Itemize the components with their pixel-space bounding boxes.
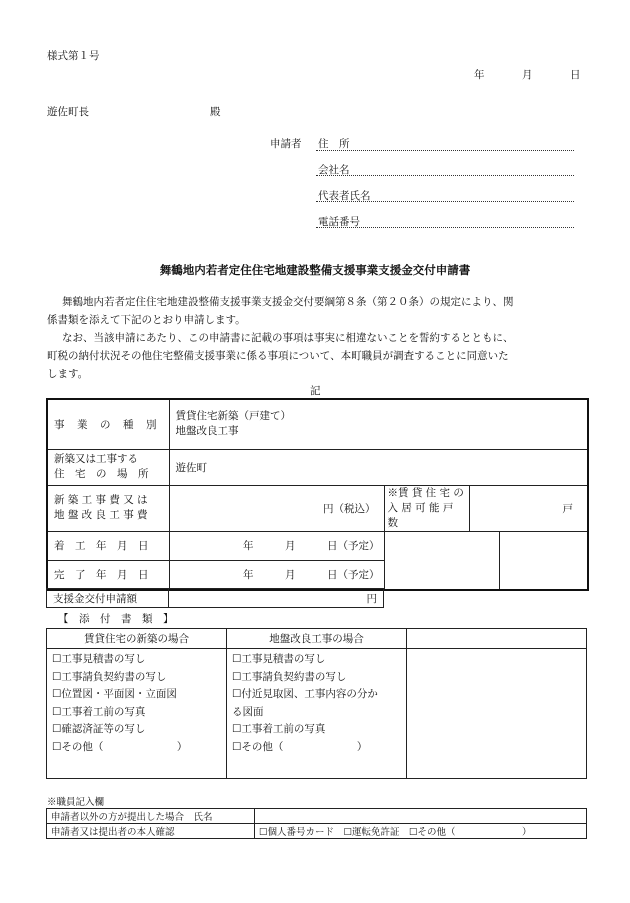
staff-table xyxy=(46,808,587,839)
form-number: 様式第１号 xyxy=(47,50,100,62)
attachments-table xyxy=(46,628,587,779)
attachments-heading: 【 添 付 書 類 】 xyxy=(58,613,174,625)
applicant-address-line[interactable] xyxy=(316,150,574,151)
end-date-label: 完 了 年 月 日 xyxy=(47,560,169,590)
attach-rental-certificate[interactable]: ☐確認済証等の写し xyxy=(52,723,146,735)
honorific: 殿 xyxy=(210,106,221,118)
staff-proxy-label: 申請者以外の方が提出した場合 氏名 xyxy=(47,809,255,824)
form-title: 舞鶴地内若者定住住宅地建設整備支援事業支援金交付申請書 xyxy=(159,263,471,277)
business-type-label: 事 業 の 種 別 xyxy=(47,399,169,449)
attach-rental-other[interactable]: ☐その他（ ） xyxy=(52,740,188,753)
body-p2-line3: します。 xyxy=(47,368,89,380)
units-label xyxy=(384,485,469,531)
applicant-address-label: 住 所 xyxy=(318,138,350,150)
attach-ground-map[interactable]: ☐付近見取図、工事内容の分か xyxy=(232,688,378,700)
units-value[interactable]: 戸 xyxy=(469,485,588,531)
body-p1-line2: 係書類を添えて下記のとおり申請します。 xyxy=(47,314,246,326)
staff-identity-options[interactable]: ☐個人番号カード ☐運転免許証 ☐その他（ ） xyxy=(255,824,587,839)
applicant-representative-label: 代表者氏名 xyxy=(318,190,371,202)
location-value[interactable]: 遊佐町 xyxy=(169,449,588,485)
date-month: 月 xyxy=(522,69,533,81)
attach-rental-contract[interactable]: ☐工事請負契約書の写し xyxy=(52,670,167,683)
attachments-col3-body xyxy=(407,649,587,779)
subsidy-amount-blank xyxy=(384,589,588,608)
attach-rental-photo[interactable]: ☐工事着工前の写真 xyxy=(52,705,146,718)
staff-heading: ※職員記入欄 xyxy=(47,797,105,808)
staff-proxy-name[interactable] xyxy=(255,809,587,824)
applicant-representative-line[interactable] xyxy=(316,201,574,202)
location-label-line2: 住 宅 の 場 所 xyxy=(54,468,149,480)
attach-ground-map-cont: る図面 xyxy=(232,705,264,718)
staff-identity-label: 申請者又は提出者の本人確認 xyxy=(47,824,255,839)
business-type-value[interactable] xyxy=(169,399,588,449)
date-year: 年 xyxy=(474,69,485,81)
location-label xyxy=(47,449,169,485)
start-date-value[interactable]: 年 月 日（予定） xyxy=(169,531,384,560)
attach-ground-other[interactable]: ☐その他（ ） xyxy=(232,740,368,753)
units-label-line2: 入 居 可 能 戸 数 xyxy=(387,501,454,529)
body-p2-line2: 町税の納付状況その他住宅整備支援事業に係る事項について、本町職員が調査することに同意いた xyxy=(47,350,509,362)
cost-label xyxy=(47,485,169,531)
attachments-col2-header: 地盤改良工事の場合 xyxy=(227,629,407,649)
applicant-company-line[interactable] xyxy=(316,175,574,176)
attachments-col2-list xyxy=(227,649,407,779)
addressee: 遊佐町長 xyxy=(47,106,89,118)
attach-ground-contract[interactable]: ☐工事請負契約書の写し xyxy=(232,670,347,683)
attach-ground-estimate[interactable]: ☐工事見積書の写し xyxy=(232,653,326,665)
location-label-line1: 新築又は工事する xyxy=(54,453,138,465)
attachments-col3-header xyxy=(407,629,587,649)
body-p2-line1: なお、当該申請にあたり、この申請書に記載の事項は事実に相違ないことを誓約するとともに、 xyxy=(62,332,514,344)
business-type-option-ground: 地盤改良工事 xyxy=(175,425,239,438)
applicant-phone-line[interactable] xyxy=(316,227,574,228)
attach-rental-estimate[interactable]: ☐工事見積書の写し xyxy=(52,653,146,665)
application-table xyxy=(46,398,589,591)
end-date-value[interactable]: 年 月 日（予定） xyxy=(169,560,384,590)
attachments-col1-list xyxy=(47,649,227,779)
date-day: 日 xyxy=(570,69,581,81)
blank-cell-a xyxy=(384,531,499,590)
body-p1-line1: 舞鶴地内若者定住住宅地建設整備支援事業支援金交付要綱第８条（第２０条）の規定により、関 xyxy=(62,296,514,308)
cost-value[interactable]: 円（税込） xyxy=(169,485,384,531)
units-label-line1: ※賃 貸 住 宅 の xyxy=(387,486,464,499)
attachments-col1-header: 賃貸住宅の新築の場合 xyxy=(47,629,227,649)
cost-label-line1: 新 築 工 事 費 又 は xyxy=(54,494,148,506)
start-date-label: 着 工 年 月 日 xyxy=(47,531,169,560)
ki-heading: 記 xyxy=(310,385,321,397)
applicant-company-label: 会社名 xyxy=(318,164,350,176)
applicant-label: 申請者 xyxy=(270,138,302,150)
blank-cell-b xyxy=(499,531,588,590)
business-type-option-rental: 賃貸住宅新築（戸建て） xyxy=(175,410,291,423)
applicant-phone-label: 電話番号 xyxy=(318,216,360,228)
subsidy-amount-value[interactable]: 円 xyxy=(169,589,384,608)
attach-rental-drawings[interactable]: ☐位置図・平面図・立面図 xyxy=(52,688,177,700)
subsidy-amount-label: 支援金交付申請額 xyxy=(47,589,169,608)
attach-ground-photo[interactable]: ☐工事着工前の写真 xyxy=(232,723,326,735)
amount-table xyxy=(46,588,587,608)
cost-label-line2: 地 盤 改 良 工 事 費 xyxy=(54,509,148,521)
